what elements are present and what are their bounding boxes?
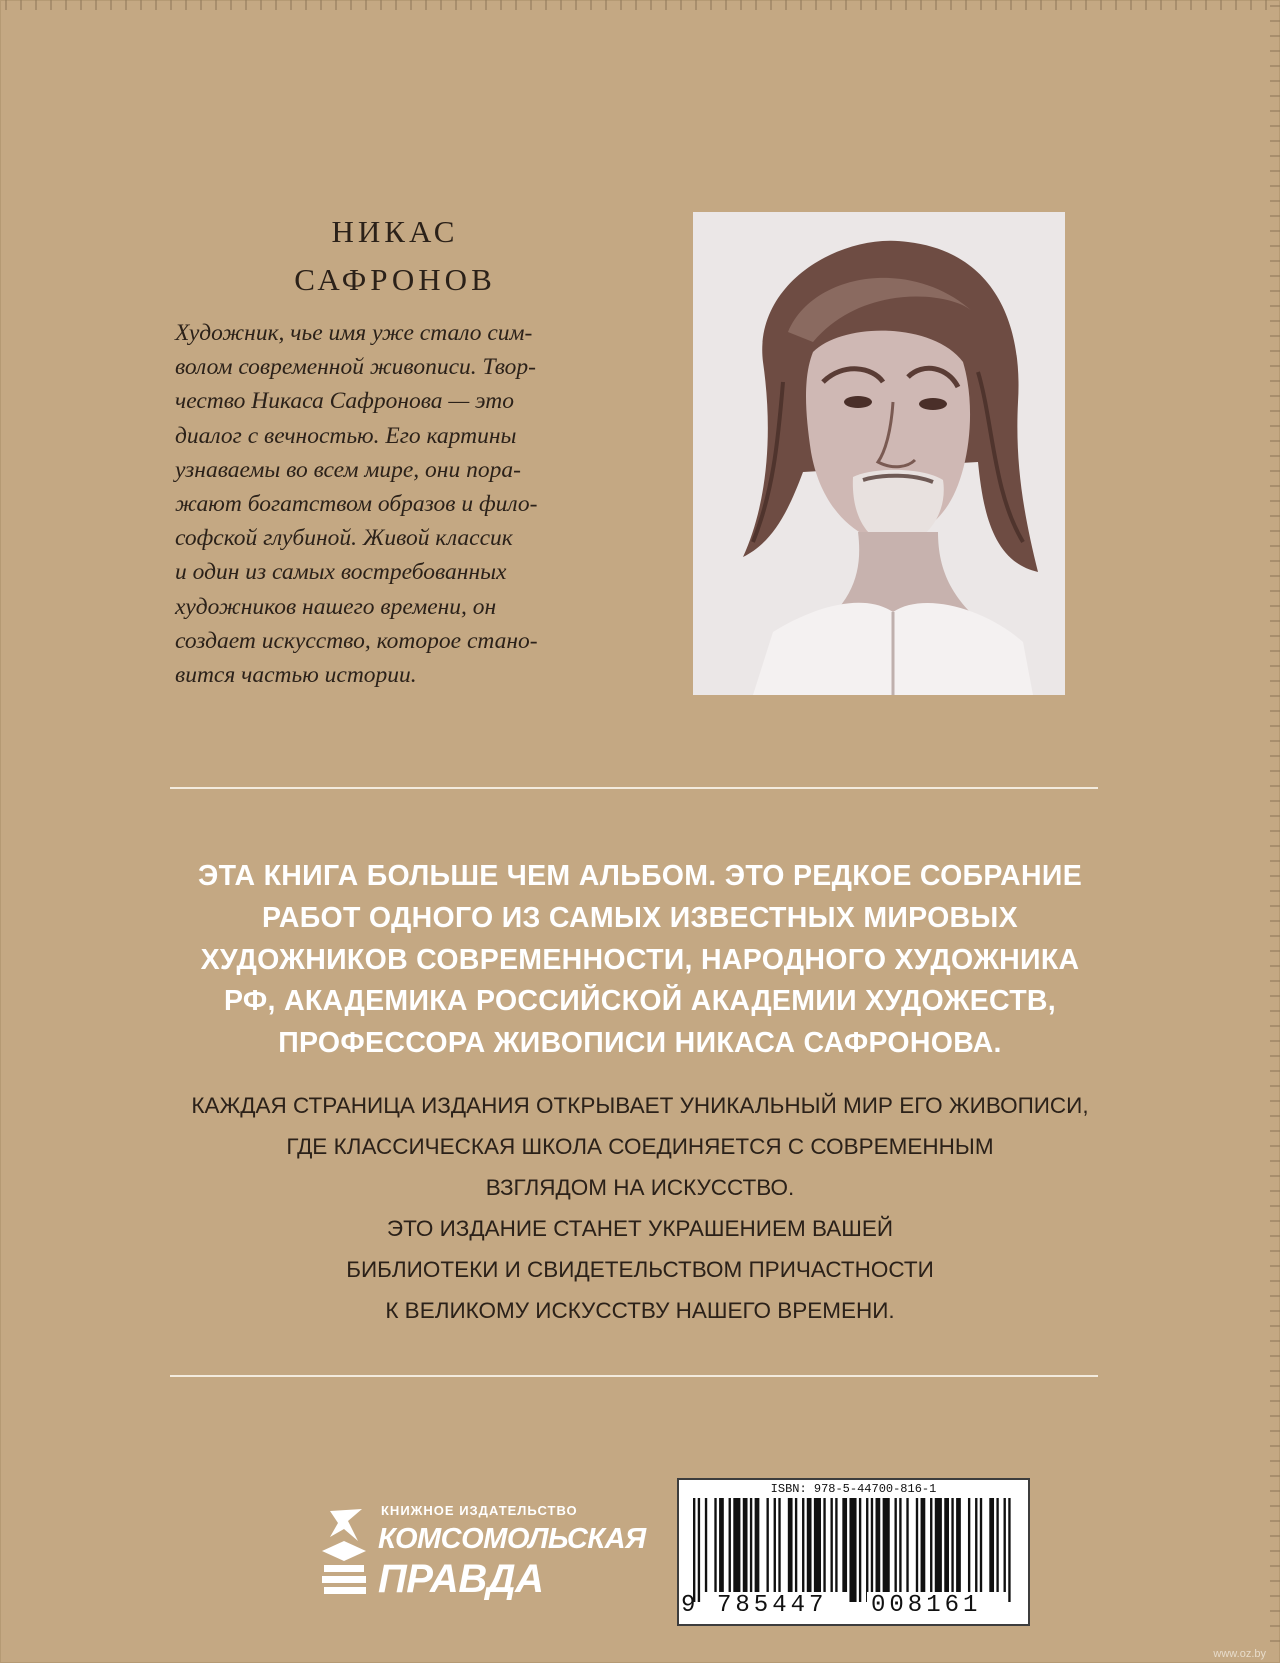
author-bio — [175, 316, 645, 692]
publisher-name-line1: КОМСОМОЛЬСКАЯ — [378, 1523, 646, 1555]
bio-line: создает искусство, которое стано- — [175, 627, 538, 654]
isbn-number: ISBN: 978-5-44700-816-1 — [770, 1482, 937, 1496]
description-line: ГДЕ КЛАССИЧЕСКАЯ ШКОЛА СОЕДИНЯЕТСЯ С СОВРЕМЕННЫМ — [286, 1134, 994, 1159]
headline-line: РФ, АКАДЕМИКА РОССИЙСКОЙ АКАДЕМИИ ХУДОЖЕСТВ, — [223, 985, 1057, 1018]
publisher-name-line2: ПРАВДА — [378, 1557, 544, 1601]
bio-line: вится частью истории. — [175, 662, 417, 689]
bio-line: и один из самых востребованных — [175, 559, 507, 586]
description-line: К ВЕЛИКОМУ ИСКУССТВУ НАШЕГО ВРЕМЕНИ. — [385, 1298, 895, 1323]
publisher-logo — [318, 1503, 648, 1603]
description-line: ЭТО ИЗДАНИЕ СТАНЕТ УКРАШЕНИЕМ ВАШЕЙ — [386, 1216, 894, 1241]
headline-line: ЭТА КНИГА БОЛЬШЕ ЧЕМ АЛЬБОМ. ЭТО РЕДКОЕ СОБРАНИЕ — [198, 860, 1082, 892]
portrait-drawing — [693, 212, 1065, 695]
watermark: www.oz.by — [1213, 1648, 1266, 1660]
bio-line: жают богатством образов и фило- — [175, 491, 538, 518]
barcode-bars — [693, 1498, 1013, 1602]
divider-bottom — [170, 1375, 1098, 1377]
description-line: ВЗГЛЯДОМ НА ИСКУССТВО. — [485, 1175, 795, 1200]
divider-top — [170, 787, 1098, 789]
description-line: КАЖДАЯ СТРАНИЦА ИЗДАНИЯ ОТКРЫВАЕТ УНИКАЛЬНЫЙ МИР ЕГО ЖИВОПИСИ, — [191, 1093, 1089, 1118]
author-first-name: НИКАС — [331, 214, 459, 249]
headline-line: ПРОФЕССОРА ЖИВОПИСИ НИКАСА САФРОНОВА. — [278, 1027, 1002, 1060]
author-portrait — [693, 212, 1065, 695]
headline-line: ХУДОЖНИКОВ СОВРЕМЕННОСТИ, НАРОДНОГО ХУДОЖНИКА — [200, 943, 1080, 976]
top-edge-ticks — [0, 0, 1280, 12]
barcode-digits-left: 785447 — [713, 1592, 831, 1620]
bio-line: софской глубиной. Живой классик — [175, 525, 513, 552]
book-stack-plane-icon — [318, 1507, 370, 1603]
right-edge-ticks — [1268, 0, 1280, 1663]
author-last-name: САФРОНОВ — [294, 262, 496, 297]
headline-line: РАБОТ ОДНОГО ИЗ САМЫХ ИЗВЕСТНЫХ МИРОВЫХ — [262, 901, 1018, 934]
bio-line: узнаваемы во всем мире, они пора- — [175, 456, 521, 483]
bio-line: художников нашего времени, он — [175, 593, 497, 620]
barcode-digit-first: 9 — [681, 1592, 696, 1619]
bio-line: чество Никаса Сафронова — это — [175, 388, 514, 415]
publisher-kicker: КНИЖНОЕ ИЗДАТЕЛЬСТВО — [381, 1503, 578, 1518]
author-name — [170, 208, 620, 304]
description — [140, 1085, 1140, 1331]
bio-line: Художник, чье имя уже стало сим- — [175, 320, 533, 346]
description-line: БИБЛИОТЕКИ И СВИДЕТЕЛЬСТВОМ ПРИЧАСТНОСТИ — [346, 1257, 934, 1282]
bio-line: волом современной живописи. Твор- — [175, 354, 536, 381]
barcode-digits-right: 008161 — [867, 1592, 985, 1620]
headline — [140, 856, 1140, 1065]
bio-line: диалог с вечностью. Его картины — [175, 422, 517, 449]
barcode — [677, 1478, 1030, 1626]
